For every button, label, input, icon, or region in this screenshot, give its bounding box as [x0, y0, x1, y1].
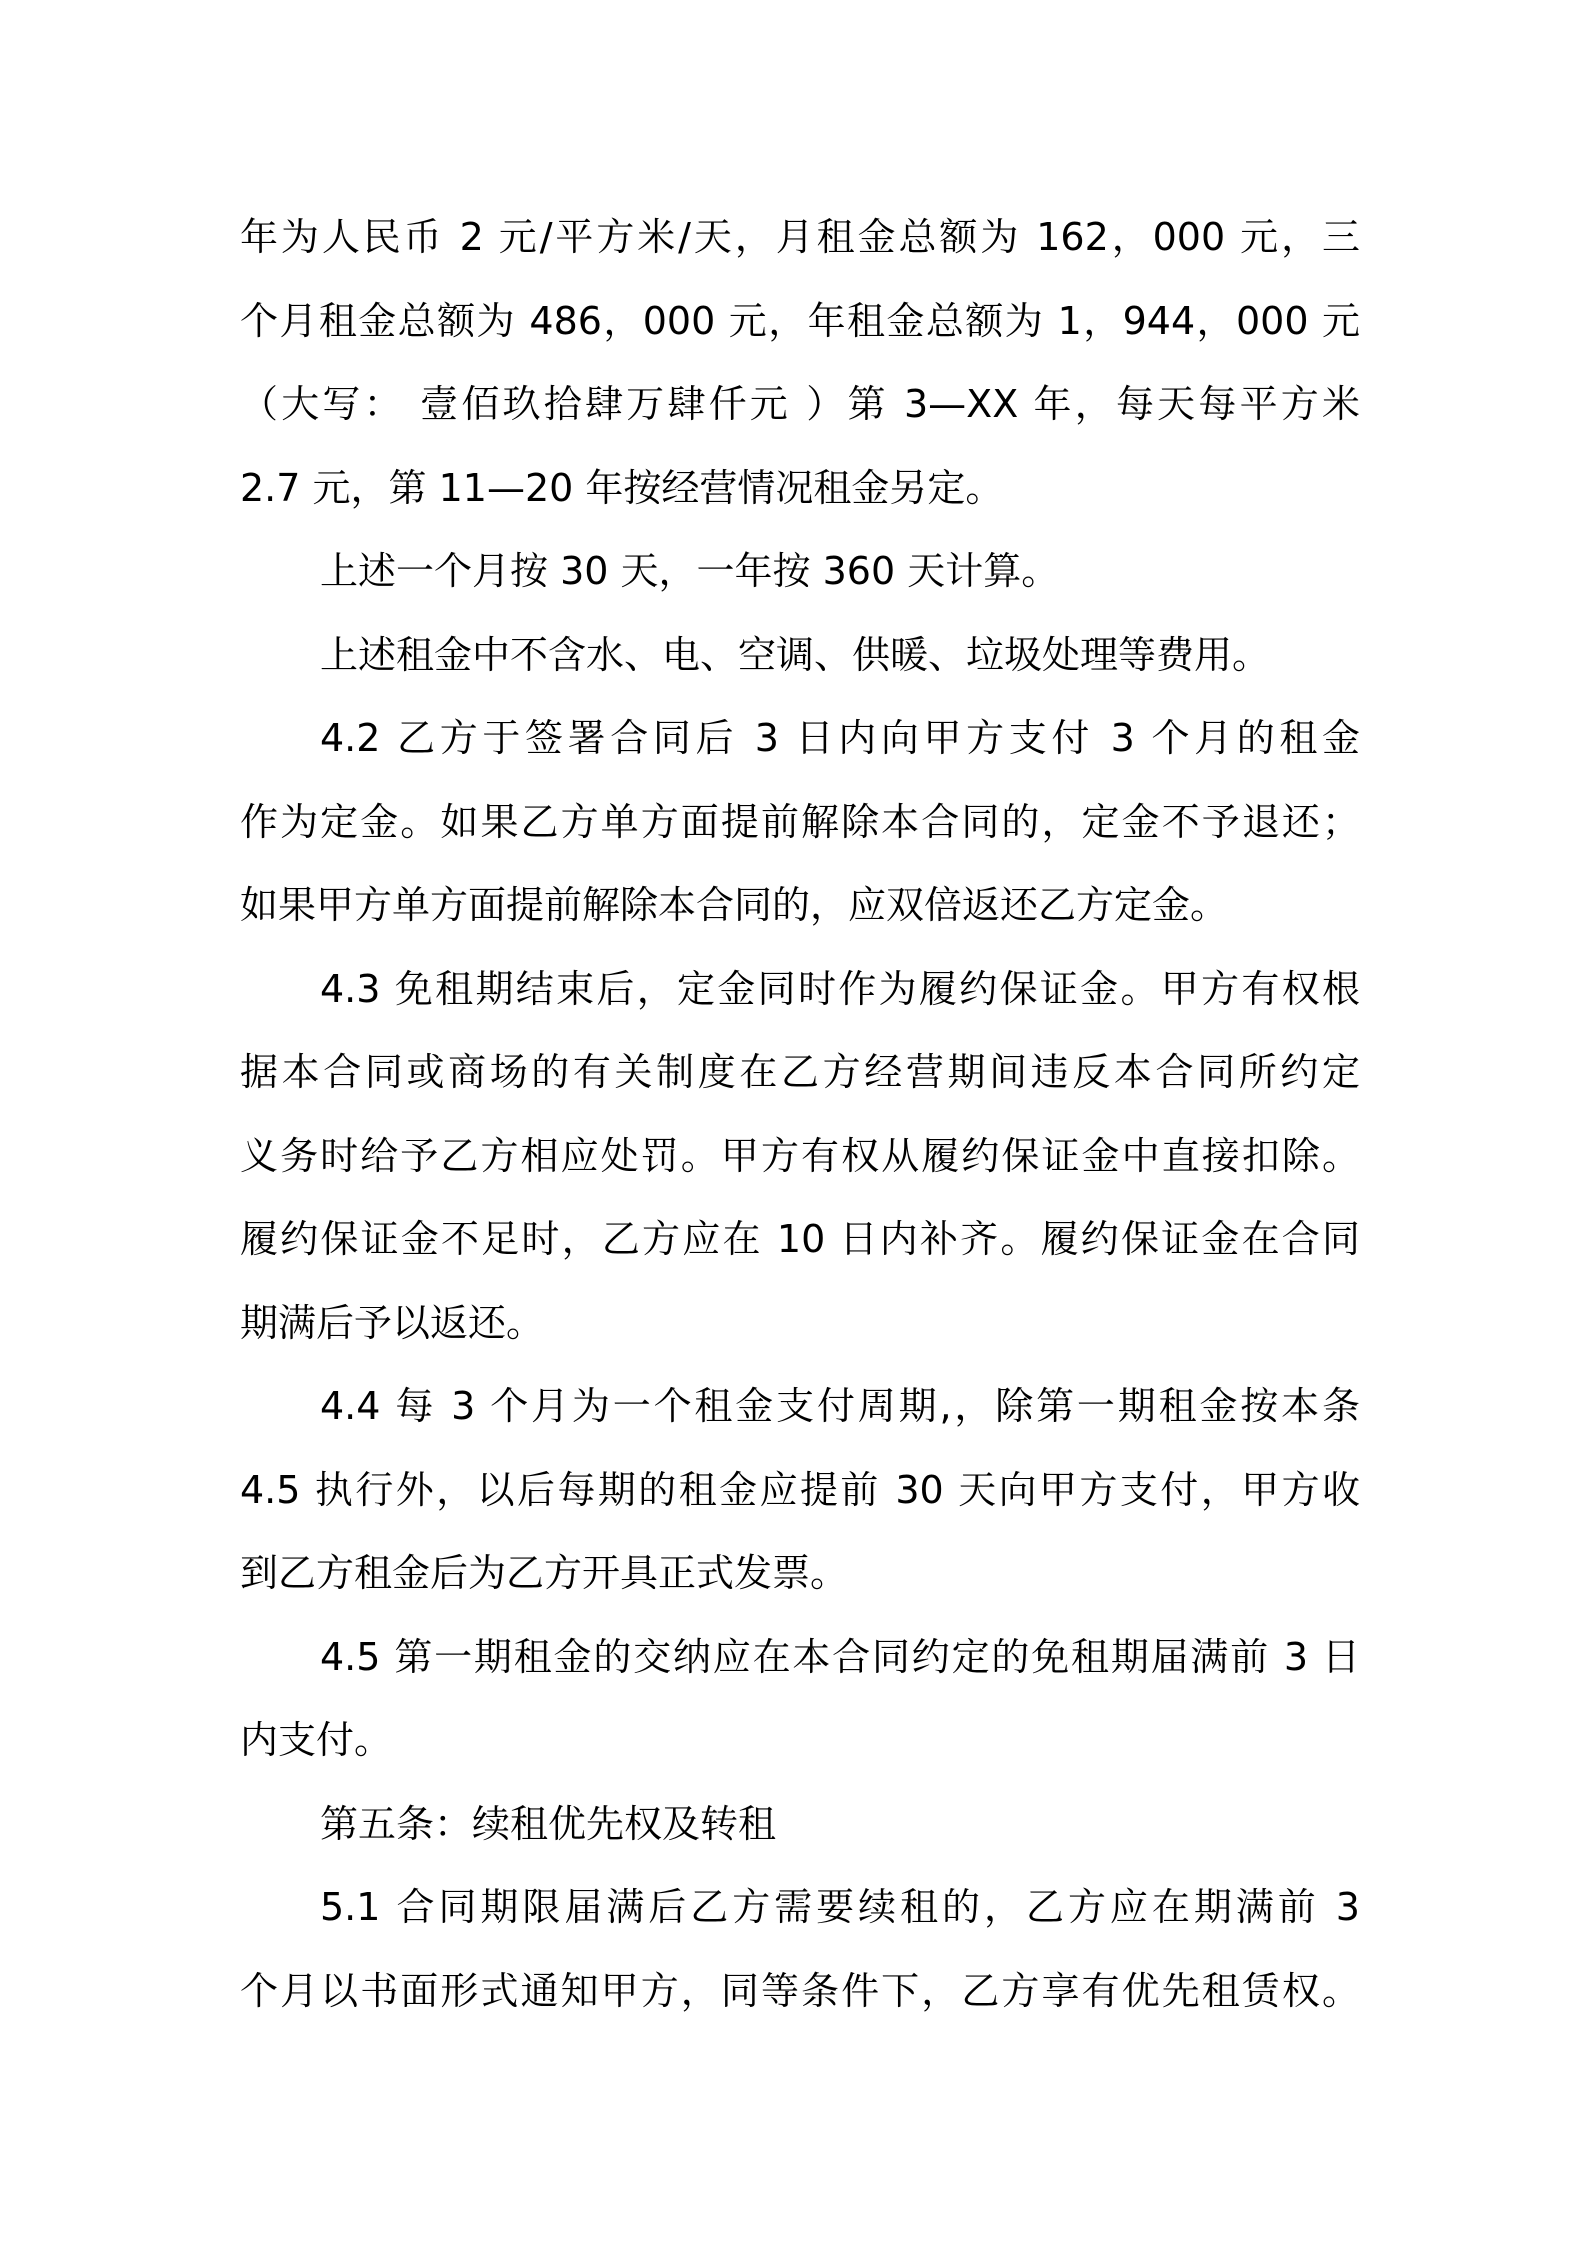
text-line: 期满后予以返还。: [240, 1300, 545, 1345]
text-line: 2.7 元，第 11—20 年按经营情况租金另定。: [240, 465, 1004, 510]
clause-5-1: 5.1 合同期限届满后乙方需要续租的，乙方应在期满前 3: [320, 1885, 1360, 1929]
text-line: 义务时给予乙方相应处罚。甲方有权从履约保证金中直接扣除。: [240, 1133, 1360, 1178]
clause-4-4: 4.4 每 3 个月为一个租金支付周期,，除第一期租金按本条: [320, 1384, 1360, 1428]
contract-text: [240, 196, 1360, 2033]
text-line: 作为定金。如果乙方单方面提前解除本合同的，定金不予退还；: [240, 799, 1360, 844]
text-line: 内支付。: [240, 1718, 393, 1762]
text-line: 年为人民币 2 元/平方米/天，月租金总额为 162，000 元，三: [240, 215, 1360, 259]
text-line: 据本合同或商场的有关制度在乙方经营期间违反本合同所约定: [240, 1050, 1360, 1094]
text-line: 个月以书面形式通知甲方，同等条件下，乙方享有优先租赁权。: [240, 1968, 1360, 2013]
text-line: 上述租金中不含水、电、空调、供暖、垃圾处理等费用。: [320, 632, 1271, 677]
text-line: 履约保证金不足时，乙方应在 10 日内补齐。履约保证金在合同: [240, 1217, 1360, 1261]
clause-4-2: 4.2 乙方于签署合同后 3 日内向甲方支付 3 个月的租金: [320, 716, 1360, 760]
text-line: 如果甲方单方面提前解除本合同的，应双倍返还乙方定金。: [240, 883, 1229, 927]
text-line: （大写： 壹佰玖拾肆万肆仟元 ）第 3—XX 年，每天每平方米: [240, 382, 1360, 426]
text-line: 4.5 执行外，以后每期的租金应提前 30 天向甲方支付，甲方收: [240, 1467, 1360, 1512]
text-line: 到乙方租金后为乙方开具正式发票。: [240, 1551, 849, 1595]
text-line: 上述一个月按 30 天，一年按 360 天计算。: [320, 549, 1060, 593]
text-line: 个月租金总额为 486，000 元，年租金总额为 1，944，000 元: [240, 298, 1360, 343]
article-5-heading: 第五条：续租优先权及转租: [320, 1801, 777, 1846]
clause-4-3: 4.3 免租期结束后，定金同时作为履约保证金。甲方有权根: [320, 966, 1360, 1011]
clause-4-5: 4.5 第一期租金的交纳应在本合同约定的免租期届满前 3 日: [320, 1634, 1360, 1679]
